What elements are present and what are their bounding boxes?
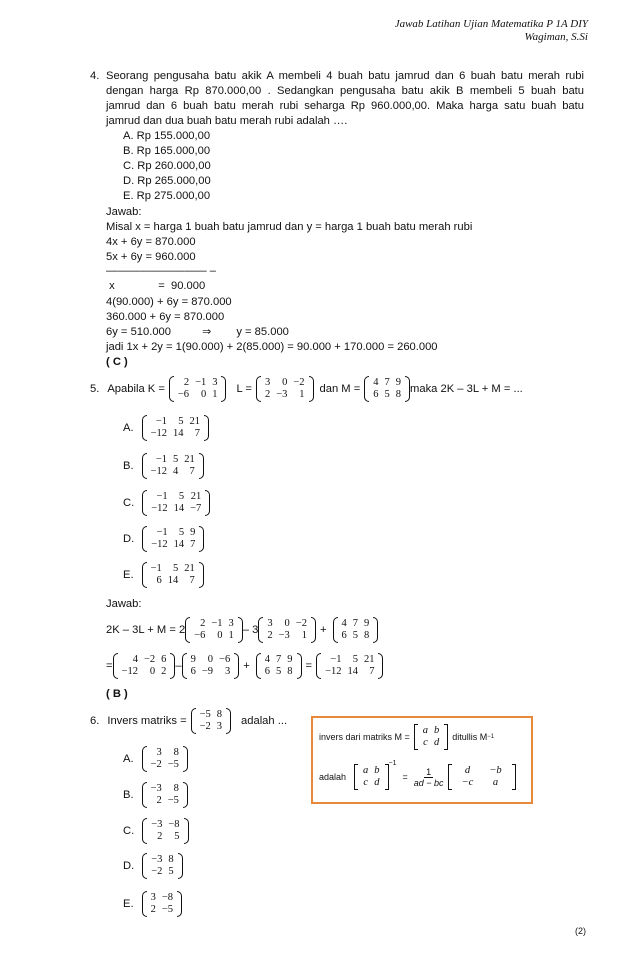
option-matrix: −3 −8 2 5	[142, 818, 188, 844]
option-label: C.	[123, 497, 135, 509]
q5-result: ( B )	[106, 688, 128, 700]
eq1-matrix-m: 4 7 9 6 5 8	[333, 617, 379, 643]
q4-line4: jamrud dan dua buah batu merah rubi adalah ….	[106, 115, 348, 127]
box-sup-inverse: −1	[487, 734, 495, 740]
page-number: (2)	[575, 926, 586, 936]
box-matrix-adjugate: d −b −c a	[448, 764, 516, 790]
q6-number: 6.	[90, 715, 100, 727]
eq1-matrix-l: 3 0 −2 2 −3 1	[258, 617, 316, 643]
eq1-lhs: 2K – 3L + M = 2	[106, 624, 186, 636]
matrix-l: 3 0 −2 2 −3 1	[256, 376, 314, 402]
option-label: A.	[123, 753, 134, 765]
q4-line1: Seorang pengusaha batu akik A membeli 4 buah batu jamrud dan 6 buah batu merah rubi	[106, 70, 584, 82]
option-label: E.	[123, 569, 134, 581]
option-label: B.	[123, 460, 134, 472]
q5-eq1	[106, 612, 378, 648]
box-fraction-num: 1	[426, 766, 432, 777]
box-sup-inverse-2: −1	[388, 760, 397, 767]
option-label: D.	[123, 533, 135, 545]
q4-line3: jamrud dan 6 buah batu merah rubi seharga Rp 960.000,00. Maka harga satu buah batu	[106, 100, 584, 112]
q4-answer-sub1: 4(90.000) + 6y = 870.000	[106, 296, 232, 308]
q4-result: ( C )	[106, 356, 128, 368]
option-matrix: −1 5 21 −12 14 7	[142, 415, 209, 441]
option-matrix: −1 5 21 6 14 7	[142, 562, 204, 588]
box-matrix-abcd: a b c d	[414, 724, 449, 750]
q4-answer-eq2: 5x + 6y = 960.000	[106, 251, 196, 263]
matrix-m: 4 7 9 6 5 8	[364, 376, 410, 402]
eq2-matrix-m: 4 7 9 6 5 8	[256, 653, 302, 679]
box-line1-pre: invers dari matriks M =	[319, 732, 410, 742]
eq1-minus: – 3	[242, 624, 259, 636]
box-line2-pre: adalah	[319, 772, 347, 782]
option-label: B.	[123, 789, 134, 801]
box-equals: =	[402, 772, 408, 782]
q4-answer-jawab: Jawab:	[106, 206, 142, 218]
box-line2	[319, 760, 516, 794]
q5-text-end: maka 2K – 3L + M = ...	[410, 383, 523, 395]
box-line1	[319, 722, 494, 752]
box-matrix-abcd-2: a b c d	[354, 764, 389, 790]
box-fraction-den: ad − bc	[413, 777, 444, 788]
inverse-formula-box	[311, 716, 533, 804]
eq2-equals-2: =	[305, 660, 313, 672]
page-header	[395, 18, 588, 44]
eq2-matrix-3l: 9 0 −6 6 −9 3	[182, 653, 240, 679]
option-matrix: 3 8 −2 −5	[142, 746, 188, 772]
q4-answer-x: x = 90.000	[106, 280, 206, 292]
q6-text-post: adalah ...	[241, 715, 288, 727]
q4-answer-sub3: 6y = 510.000 ⇒ y = 85.000	[106, 326, 289, 338]
header-title: Jawab Latihan Ujian Matematika P 1A DIY	[394, 18, 588, 30]
q5-number: 5.	[90, 383, 100, 395]
q5-option-a	[123, 411, 209, 445]
q4-line2: dengan harga Rp 870.000,00 . Sedangkan pengusaha batu akik B membeli 5 buah batu	[106, 85, 584, 97]
option-matrix: −1 5 21 −12 14 −7	[142, 490, 210, 516]
box-line1-post: ditullis M	[452, 732, 488, 742]
q5-text-k: Apabila K =	[107, 383, 165, 395]
q4-answer-eq1: 4x + 6y = 870.000	[106, 236, 196, 248]
q6-option-e	[123, 887, 182, 921]
q6-option-a	[123, 742, 188, 776]
q4-option-e: E. Rp 275.000,00	[123, 190, 211, 202]
q5-eq2	[106, 648, 383, 684]
q5-text-m: dan M =	[319, 383, 361, 395]
box-fraction	[414, 767, 444, 788]
q5-jawab: Jawab:	[106, 598, 142, 610]
q4-option-a: A. Rp 155.000,00	[123, 130, 211, 142]
eq1-plus: +	[319, 624, 327, 636]
q6-option-b	[123, 778, 188, 812]
eq1-matrix-k: 2 −1 3 −6 0 1	[185, 617, 243, 643]
matrix-k: 2 −1 3 −6 0 1	[169, 376, 227, 402]
q4-answer-misal: Misal x = harga 1 buah batu jamrud dan y = harga 1 buah batu merah rubi	[106, 221, 473, 233]
eq2-plus: +	[243, 660, 250, 672]
q6-option-c	[123, 814, 189, 848]
q6-matrix: −5 8 −2 3	[191, 708, 231, 734]
q4-answer-final: jadi 1x + 2y = 1(90.000) + 2(85.000) = 90.000 + 170.000 = 260.000	[106, 341, 438, 353]
option-matrix: −3 8 2 −5	[142, 782, 188, 808]
header-author: Wagiman, S.Si	[524, 31, 588, 43]
option-matrix: −3 8 −2 5	[142, 853, 182, 879]
eq2-matrix-result: −1 5 21 −12 14 7	[316, 653, 383, 679]
q4-option-d: D. Rp 265.000,00	[123, 175, 211, 187]
option-matrix: −1 5 21 −12 4 7	[142, 453, 204, 479]
q4-number: 4.	[90, 70, 100, 82]
q5-statement	[90, 371, 523, 407]
option-matrix: 3 −8 2 −5	[142, 891, 182, 917]
option-matrix: −1 5 9 −12 14 7	[142, 526, 204, 552]
q6-statement	[90, 704, 287, 738]
q5-option-c	[123, 486, 210, 520]
option-label: E.	[123, 898, 134, 910]
option-label: D.	[123, 860, 135, 872]
eq2-minus: –	[175, 660, 182, 672]
option-label: A.	[123, 422, 134, 434]
option-label: C.	[123, 825, 135, 837]
q4-option-c: C. Rp 260.000,00	[123, 160, 211, 172]
q6-text-pre: Invers matriks =	[107, 715, 187, 727]
q5-option-b	[123, 449, 204, 483]
q4-answer-sub2: 360.000 + 6y = 870.000	[106, 311, 225, 323]
q4-answer-rule: ————————— –	[106, 265, 217, 277]
q5-option-e	[123, 558, 204, 592]
q5-text-l: L =	[236, 383, 252, 395]
q4-option-b: B. Rp 165.000,00	[123, 145, 211, 157]
eq2-matrix-2k: 4 −2 6 −12 0 2	[113, 653, 176, 679]
q6-option-d	[123, 849, 183, 883]
q5-option-d	[123, 522, 204, 556]
eq2-equals: =	[106, 660, 113, 672]
